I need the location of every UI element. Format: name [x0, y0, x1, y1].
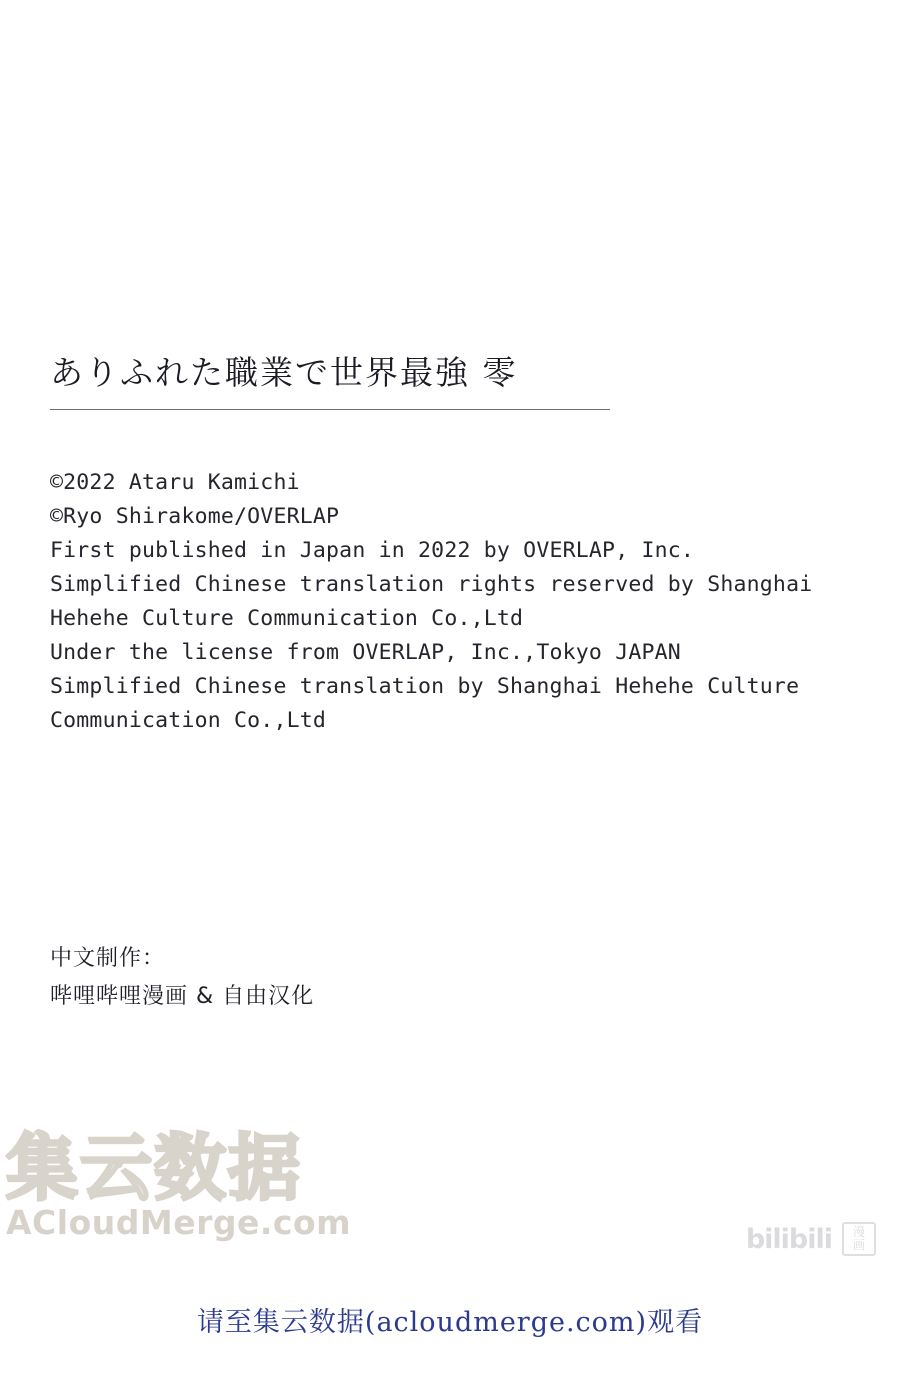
badge-line-1: 漫 — [852, 1225, 865, 1239]
copyright-block — [50, 466, 880, 738]
badge-line-2: 画 — [852, 1238, 865, 1252]
copyright-line: Simplified Chinese translation rights reserved by Shanghai — [50, 572, 813, 597]
credits-block — [50, 940, 750, 1016]
bilibili-logo: bilibili — [745, 1223, 832, 1255]
title-divider — [50, 409, 610, 410]
copyright-line: ©2022 Ataru Kamichi — [50, 470, 300, 495]
watermark-cn-text: 集云数据 — [6, 1126, 303, 1210]
copyright-line: Communication Co.,Ltd — [50, 708, 327, 733]
copyright-line: Hehehe Culture Communication Co.,Ltd — [50, 606, 524, 631]
site-watermark — [6, 1128, 406, 1241]
page-title: ありふれた職業で世界最強 零 — [50, 353, 518, 392]
watermark-en-text: ACloudMerge.com — [6, 1202, 352, 1242]
credits-label: 中文制作： — [50, 946, 166, 971]
credits-teams: 哔哩哔哩漫画 & 自由汉化 — [50, 984, 315, 1009]
bilibili-manga-badge-icon — [842, 1222, 876, 1256]
copyright-line: Under the license from OVERLAP, Inc.,Tokyo JAPAN — [50, 640, 681, 665]
title-block — [50, 352, 850, 410]
bilibili-watermark — [746, 1222, 876, 1256]
copyright-line: ©Ryo Shirakome/OVERLAP — [50, 504, 340, 529]
copyright-line: Simplified Chinese translation by Shanghai Hehehe Culture — [50, 674, 800, 699]
footer-notice: 请至集云数据(acloudmerge.com)观看 — [196, 1307, 704, 1338]
copyright-line: First published in Japan in 2022 by OVERLAP, Inc. — [50, 538, 695, 563]
